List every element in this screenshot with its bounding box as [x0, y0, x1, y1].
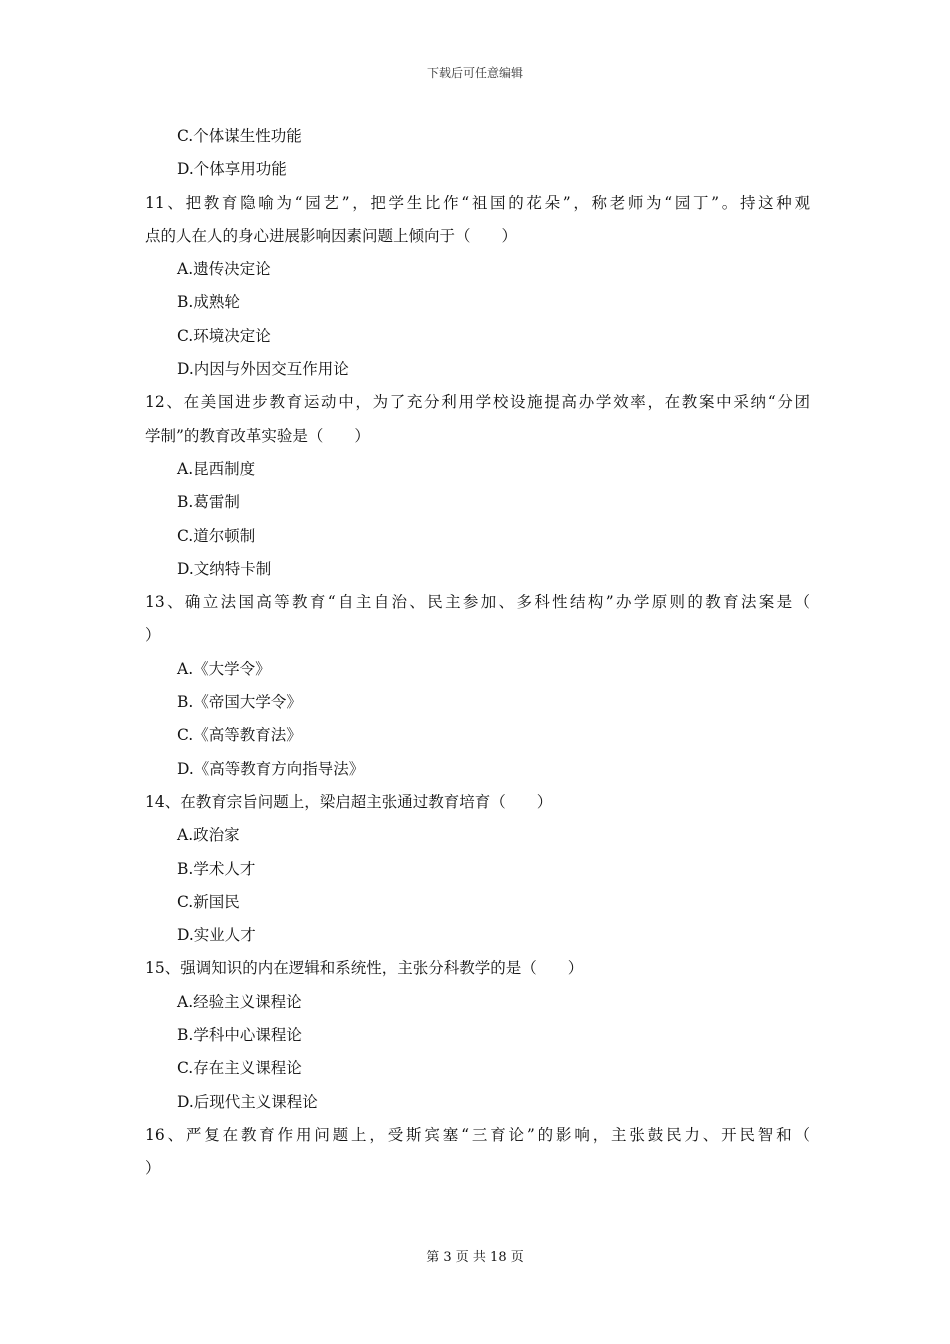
- answer-option: C.新国民: [177, 892, 240, 911]
- question-line: 15、强调知识的内在逻辑和系统性，主张分科教学的是（ ）: [145, 959, 584, 978]
- question-line: 12、在美国进步教育运动中，为了充分利用学校设施提高办学效率，在教案中采纳“分团: [145, 393, 810, 412]
- answer-option: D.《高等教育方向指导法》: [177, 759, 365, 778]
- answer-option: A.《大学令》: [177, 659, 271, 678]
- answer-option: A.经验主义课程论: [177, 992, 302, 1011]
- answer-option: B.学科中心课程论: [177, 1026, 302, 1045]
- answer-option: D.文纳特卡制: [177, 559, 272, 578]
- answer-option: D.个体享用功能: [177, 160, 287, 179]
- page-header: 下载后可任意编辑: [426, 66, 523, 80]
- answer-option: C.道尔顿制: [177, 526, 256, 545]
- answer-option: A.遗传决定论: [177, 260, 271, 279]
- answer-option: C.存在主义课程论: [177, 1059, 302, 1078]
- answer-option: D.实业人才: [177, 926, 256, 945]
- answer-option: B.学术人才: [177, 859, 256, 878]
- answer-option: A.昆西制度: [177, 459, 256, 478]
- page-footer: 第 3 页 共 18 页: [426, 1250, 524, 1265]
- answer-option: B.葛雷制: [177, 493, 240, 512]
- answer-option: D.后现代主义课程论: [177, 1092, 318, 1111]
- answer-option: C.环境决定论: [177, 326, 271, 345]
- question-line: 学制”的教育改革实验是（ ）: [145, 426, 370, 445]
- question-line: 13、确立法国高等教育“自主自治、民主参加、多科性结构”办学原则的教育法案是（: [145, 593, 810, 612]
- answer-option: D.内因与外因交互作用论: [177, 360, 349, 379]
- answer-option: A.政治家: [177, 826, 240, 845]
- question-line: 点的人在人的身心进展影响因素问题上倾向于（ ）: [145, 226, 518, 245]
- question-line: ）: [145, 626, 161, 645]
- question-line: 14、在教育宗旨问题上，梁启超主张通过教育培育（ ）: [145, 792, 553, 811]
- question-line: 16、严复在教育作用问题上，受斯宾塞“三育论”的影响，主张鼓民力、开民智和（: [145, 1125, 810, 1144]
- answer-option: C.《高等教育法》: [177, 726, 302, 745]
- answer-option: C.个体谋生性功能: [177, 127, 302, 145]
- answer-option: B.《帝国大学令》: [177, 693, 302, 712]
- answer-option: B.成熟轮: [177, 293, 240, 312]
- question-line: ）: [145, 1159, 161, 1178]
- document-body: [145, 120, 810, 1186]
- question-line: 11、把教育隐喻为“园艺”，把学生比作“祖国的花朵”，称老师为“园丁”。持这种观: [145, 193, 810, 212]
